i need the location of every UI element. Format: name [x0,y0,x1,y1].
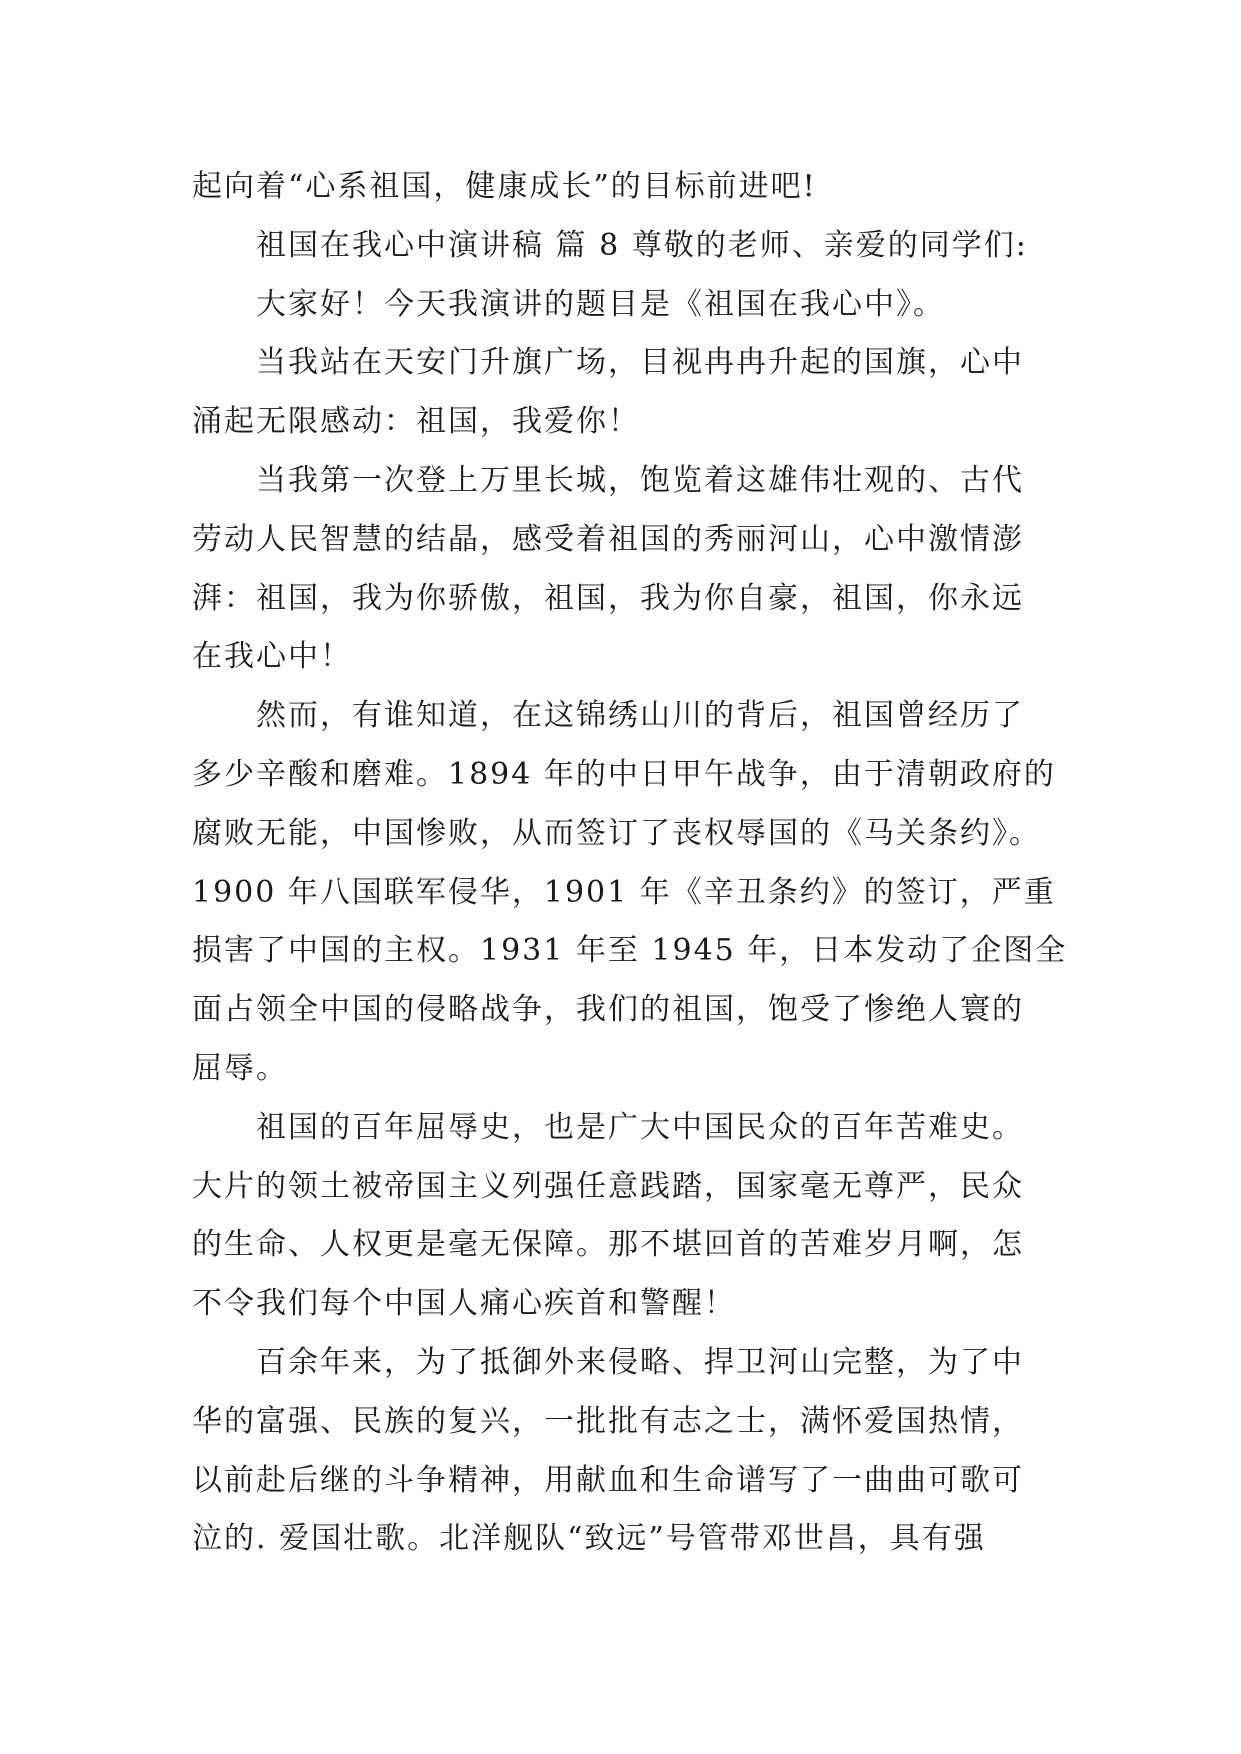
text-line: 华的富强、民族的复兴，一批批有志之士，满怀爱国热情， [192,1403,1024,1439]
text-line: 当我第一次登上万里长城，饱览着这雄伟壮观的、古代 [256,462,1024,498]
text-line: 湃：祖国，我为你骄傲，祖国，我为你自豪，祖国，你永远 [192,580,1024,616]
text-line: 起向着“心系祖国，健康成长”的目标前进吧! [192,169,817,204]
text-line: 腐败无能，中国惨败，从而签订了丧权辱国的《马关条约》。 [192,815,1041,851]
text-line: 泣的. 爱国壮歌。北洋舰队“致远”号管带邓世昌，具有强 [192,1521,986,1557]
text-line: 涌起无限感动：祖国，我爱你！ [192,404,640,440]
text-line: 祖国的百年屈辱史，也是广大中国民众的百年苦难史。 [256,1109,1024,1145]
text-line: 祖国在我心中演讲稿 篇 8 尊敬的老师、亲爱的同学们: [256,227,1028,263]
text-line: 的生命、人权更是毫无保障。那不堪回首的苦难岁月啊，怎 [192,1227,1024,1263]
text-line: 1900 年八国联军侵华，1901 年《辛丑条约》的签订，严重 [192,874,1056,910]
text-line: 多少辛酸和磨难。1894 年的中日甲午战争，由于清朝政府的 [192,756,1056,792]
document-body [192,158,1068,1569]
text-line: 大片的领土被帝国主义列强任意践踏，国家毫无尊严，民众 [192,1168,1024,1204]
text-line: 损害了中国的主权。1931 年至 1945 年，日本发动了企图全 [192,933,1068,969]
text-line: 在我心中！ [192,639,352,675]
text-line: 然而，有谁知道，在这锦绣山川的背后，祖国曾经历了 [256,698,1024,734]
text-line: 不令我们每个中国人痛心疾首和警醒！ [192,1286,736,1322]
text-line: 当我站在天安门升旗广场，目视冉冉升起的国旗，心中 [256,345,1024,381]
text-line: 百余年来，为了抵御外来侵略、捍卫河山完整，为了中 [256,1344,1024,1380]
text-line: 以前赴后继的斗争精神，用献血和生命谱写了一曲曲可歌可 [192,1462,1024,1498]
text-line: 劳动人民智慧的结晶，感受着祖国的秀丽河山，心中激情澎 [192,521,1024,557]
text-line: 大家好！今天我演讲的题目是《祖国在我心中》。 [256,286,945,322]
text-line: 面占领全中国的侵略战争，我们的祖国，饱受了惨绝人寰的 [192,992,1024,1028]
text-line: 屈辱。 [192,1050,288,1086]
